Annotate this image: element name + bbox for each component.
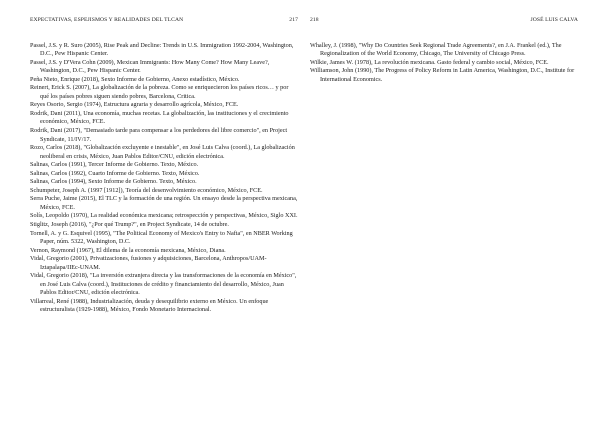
- running-author: JOSÉ LUIS CALVA: [530, 17, 578, 23]
- reference-entry: Rozo, Carlos (2018), "Globalización excluyente e inestable", en José Luis Calva (coord.), La globalización neoliberal en crisis, México, Juan Pablos Editor/CNU, edición electrónica.: [30, 144, 295, 160]
- reference-entry: Schumpeter, Joseph A. (1997 [1912]), Teoría del desenvolvimiento económico, México, FCE.: [30, 186, 263, 194]
- left-reference-list: [30, 42, 298, 316]
- reference-entry: Villarreal, René (1988), Industrialización, deuda y desequilibrio externo en México. Un enfoque estructuralista (1929-1988), México, Fondo Monetario Internacional.: [30, 297, 269, 314]
- reference-entry: Wilkie, James W. (1978), La revolución mexicana. Gasto federal y cambio social, México, FCE.: [310, 58, 549, 66]
- right-reference-list: [310, 42, 578, 85]
- reference-entry: Stiglitz, Joseph (2016), "¿Por qué Trump?", en Project Syndicate, 14 de octubre.: [30, 220, 229, 228]
- reference-entry: Salinas, Carlos (1991), Tercer Informe de Gobierno. Texto, México.: [30, 161, 199, 169]
- reference-entry: Peña Nieto, Enrique (2018), Sexto Informe de Gobierno, Anexo estadístico, México.: [30, 75, 240, 83]
- reference-entry: Tornell, A. y G. Esquivel (1995), "The Political Economy of Mexico's Entry to Nafta", en NBER Working Paper, núm. 5322, Washington, D.C.: [30, 229, 293, 246]
- reference-entry: Passel, J.S. y R. Suro (2005), Rise Peak and Decline: Trends in U.S. Immigration 1992-2004, Washington, D.C., Pew Hispanic Center.: [30, 41, 294, 58]
- reference-entry: Reyes Osorio, Sergio (1974), Estructura agraria y desarrollo agrícola, México, FCE.: [30, 101, 239, 109]
- reference-entry: Vernon, Raymond (1967), El dilema de la economía mexicana, México, Diana.: [30, 246, 226, 254]
- reference-entry: Reinert, Erick S. (2007), La globalización de la pobreza. Como se enriquecieron los países ricos… y por qué los países pobres siguen siendo pobres, Barcelona, Critica.: [30, 84, 289, 100]
- reference-entry: Solís, Leopoldo (1970), La realidad económica mexicana; retrospección y perspectivas, México, Siglo XXI.: [30, 212, 298, 220]
- reference-entry: Williamson, John (1990), The Progress of Policy Reform in Latin America, Washington, D.C., Institute for International Economics.: [310, 67, 575, 83]
- reference-entry: Serra Puche, Jaime (2015), El TLC y la formación de una región. Un ensayo desde la perspectiva mexicana, México, FCE.: [30, 195, 298, 211]
- reference-entry: Vidal, Gregorio (2001), Privatizaciones, fusiones y adquisiciones, Barcelona, Anthropos/UAM-Iztapalapa/IIEc-UNAM.: [30, 255, 267, 271]
- left-page-number: 217: [289, 17, 298, 23]
- reference-entry: Vidal, Gregorio (2018), "La inversión extranjera directa y las transformaciones de la economía en México", en José Luis Calva (coord.), Instituciones de crédito y financiamiento del desarrollo, México, Juan Pablos Editor/CNU, edición electrónica.: [30, 272, 297, 297]
- running-title: EXPECTATIVAS, ESPEJISMOS Y REALIDADES DEL TLCAN: [30, 17, 184, 23]
- reference-entry: Rodrik, Dani (2011), Una economía, muchas recetas. La globalización, las instituciones y el crecimiento económico, México, FCE.: [30, 109, 289, 126]
- reference-entry: Rodrik, Dani (2017), "Demasiado tarde para compensar a los perdedores del libre comercio", en Project Syndicate, 11/IV/17.: [30, 126, 288, 143]
- reference-entry: Passel, J.S. y D'Vera Cohn (2009), Mexican Immigrants: How Many Come? How Many Leave?, Washington, D.C., Pew Hispanic Center.: [30, 58, 270, 75]
- reference-entry: Salinas, Carlos (1992), Cuarto Informe de Gobierno. Texto, México.: [30, 169, 200, 177]
- reference-entry: Salinas, Carlos (1994), Sexto Informe de Gobierno. Texto, México.: [30, 178, 197, 186]
- reference-entry: Whalley, J. (1998), "Why Do Countries Seek Regional Trade Agreements?, en J.A. Frankel (ed.), The Regionalization of the World Economy, Chicago, The University of Chicago Press.: [310, 41, 562, 58]
- right-page-number: 218: [310, 17, 319, 23]
